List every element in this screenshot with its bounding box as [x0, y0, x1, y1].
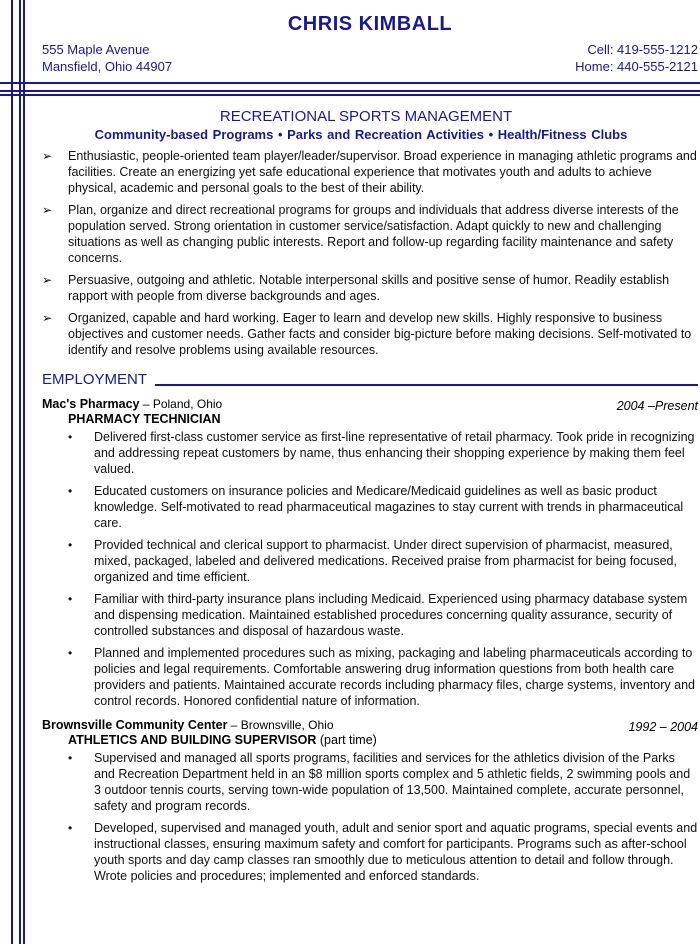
job-bullets [42, 429, 698, 709]
phone-block [575, 41, 698, 75]
company-location: – Brownsville, Ohio [227, 718, 334, 732]
company-location: – Poland, Ohio [139, 397, 223, 411]
objective-item-text: Plan, organize and direct recreational programs for groups and individuals that address diverse interests of the population served. Strong orientation in customer service/satisfaction. Adapt quickly to new and challenging situations as well as changing public interests. Report and follow-up regarding facility maintenance and safety concerns. [68, 203, 679, 265]
job-dates: 2004 –Present [616, 399, 698, 413]
bullet-dot-icon: • [68, 751, 73, 765]
objective-item [42, 148, 698, 196]
job-title-text: ATHLETICS AND BUILDING SUPERVISOR [68, 733, 317, 747]
job-bullet-text: Educated customers on insurance policies and Medicare/Medicaid guidelines as well as basic product knowledge. Self-motivated to read pharmaceutical magazines to stay current with trends in pharmaceutical care. [94, 484, 684, 530]
objective-item-text: Enthusiastic, people-oriented team player/leader/supervisor. Broad experience in managing athletic programs and facilities. Create an energizing yet safe educational experience that motivates youth and adults to achieve physical, academic and personal goals to the best of their ability. [68, 149, 697, 195]
job-entry-1 [42, 396, 698, 709]
job-bullet [42, 750, 698, 814]
arrow-bullet-icon: ➢ [42, 149, 53, 163]
frame-vertical-line-2 [19, 0, 21, 944]
job-heading [42, 396, 698, 412]
job-bullet [42, 483, 698, 531]
job-title-note: (part time) [316, 733, 377, 747]
job-bullet [42, 820, 698, 884]
address-line-2: Mansfield, Ohio 44907 [42, 59, 173, 74]
bullet-dot-icon: • [68, 430, 73, 444]
objective-item-text: Persuasive, outgoing and athletic. Notable interpersonal skills and positive sense of humor. Readily establish rapport with people from diverse backgrounds and ages. [68, 273, 670, 303]
objective-item [42, 272, 698, 304]
bullet-dot-icon: • [68, 821, 73, 835]
job-bullet-text: Familiar with third-party insurance plans including Medicaid. Experienced using pharmacy database system and dispensing medication. Maintained established procedures concerning quality assurance, security of controlled substances and disposal of hazardous waste. [94, 592, 688, 638]
home-phone: Home: 440-555-2121 [575, 59, 698, 74]
job-bullet [42, 645, 698, 709]
candidate-name: CHRIS KIMBALL [287, 13, 453, 35]
employment-title: EMPLOYMENT [42, 371, 148, 388]
arrow-bullet-icon: ➢ [42, 311, 53, 325]
bullet-dot-icon: • [68, 484, 73, 498]
job-bullet [42, 591, 698, 639]
employment-section-header [42, 372, 698, 388]
job-dates: 1992 – 2004 [628, 720, 698, 734]
frame-horizontal-line-2 [0, 90, 700, 92]
objective-item-text: Organized, capable and hard working. Eager to learn and develop new skills. Highly responsive to business objectives and customer needs. Gather facts and consider big-picture before making decisions. Self-motivated to identify and resolve problems using available resources. [68, 311, 692, 357]
objective-item [42, 310, 698, 358]
bullet-dot-icon: • [68, 646, 73, 660]
address-line-1: 555 Maple Avenue [42, 42, 150, 57]
frame-vertical-line-1 [11, 0, 13, 944]
arrow-bullet-icon: ➢ [42, 273, 53, 287]
objective-subtitle: Community-based Programs • Parks and Recreation Activities • Health/Fitness Clubs [94, 127, 628, 142]
job-bullet-text: Delivered first-class customer service as first-line representative of retail pharmacy. Took pride in recognizing and addressing repeat customers by name, thus enhancing their shopping experience by making them feel valued. [94, 430, 695, 476]
job-title [68, 412, 698, 427]
address-block [42, 41, 172, 75]
resume-body [42, 108, 698, 890]
frame-horizontal-line-3 [0, 94, 700, 96]
cell-phone: Cell: 419-555-1212 [587, 42, 698, 57]
arrow-bullet-icon: ➢ [42, 203, 53, 217]
job-heading [42, 717, 698, 733]
objective-list [42, 148, 698, 358]
job-bullet-text: Provided technical and clerical support to pharmacist. Under direct supervision of pharmacist, measured, mixed, packaged, labeled and delivered medications. Received praise from pharmacist for being focused, organized and time efficient. [94, 538, 677, 584]
bullet-dot-icon: • [68, 538, 73, 552]
job-entry-2 [42, 717, 698, 884]
frame-horizontal-line-1 [0, 82, 700, 84]
job-bullet [42, 537, 698, 585]
company-name: Brownsville Community Center [42, 718, 228, 732]
objective-item [42, 202, 698, 266]
job-bullet-text: Planned and implemented procedures such as mixing, packaging and labeling pharmaceuticals according to policies and legal requirements. Comfortable answering drug information questions from both health care providers and patients. Maintained accurate records including pharmacy files, charge systems, inventory and control records. Honored confidential nature of information. [94, 646, 696, 708]
job-bullet-text: Developed, supervised and managed youth, adult and senior sport and aquatic programs, special events and instructional classes, ensuring maximum safety and comfort for participants. Programs such as after-school youth sports and day camp classes ran smoothly due to meticulous attention to detail and follow through. Wrote policies and procedures; implemented and enforced standards. [94, 821, 698, 883]
job-bullet-text: Supervised and managed all sports programs, facilities and services for the athletics division of the Parks and Recreation Department held in an $8 million sports complex and 5 athletic fields, 2 swimming pools and 3 outdoor tennis courts, serving town-wide population of 13,500. Maintained complete, accurate personnel, safety and program records. [94, 751, 691, 813]
bullet-dot-icon: • [68, 592, 73, 606]
section-rule [155, 384, 698, 386]
job-bullet [42, 429, 698, 477]
company-name: Mac's Pharmacy [42, 397, 140, 411]
job-bullets [42, 750, 698, 884]
job-title-text: PHARMACY TECHNICIAN [68, 412, 221, 426]
objective-title: RECREATIONAL SPORTS MANAGEMENT [219, 108, 513, 125]
job-title [68, 733, 698, 748]
